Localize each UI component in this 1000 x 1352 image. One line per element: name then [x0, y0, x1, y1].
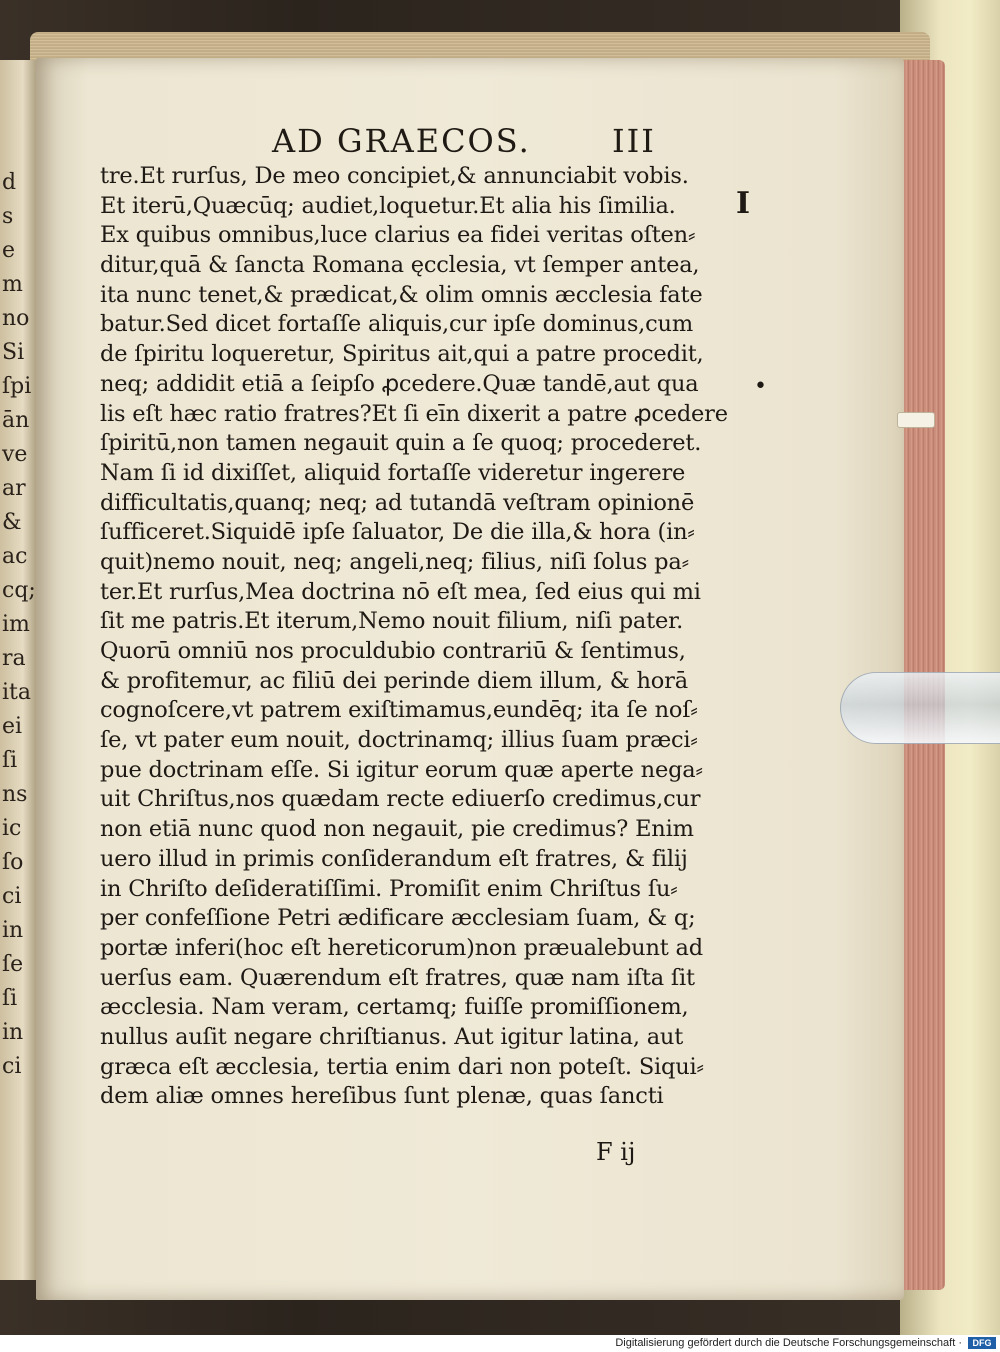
left-page-letter: ac	[2, 544, 28, 569]
signature-mark: F ij	[596, 1138, 636, 1166]
left-page-letter: e	[2, 238, 16, 263]
text-line: in Chriſto deſideratiſſimi. Promiſit enim Chriſtus ſu⸗	[100, 875, 678, 902]
text-line: & profitemur, ac filiū dei perinde diem illum, & horā	[100, 667, 688, 694]
left-page-letter: no	[2, 306, 30, 331]
text-line: ſufficeret.Siquidē ipſe ſaluator, De die illa,& hora (in⸗	[100, 519, 695, 546]
left-page-letter: m	[2, 272, 23, 297]
left-page-letter: ſe	[2, 952, 24, 977]
left-page-letter: ci	[2, 884, 22, 909]
left-page-letter: ar	[2, 476, 26, 501]
page-tab-marker	[897, 412, 935, 428]
left-page-letter: ita	[2, 680, 31, 705]
text-line: tre.Et rurſus, De meo concipiet,& annunciabit vobis.	[100, 163, 689, 189]
left-page-letter: ve	[2, 442, 28, 467]
left-page-letter: ſi	[2, 986, 18, 1011]
text-line: uero illud in primis conſiderandum eſt fratres, & filij	[100, 845, 688, 872]
text-line: Nam ſi id dixiſſet, aliquid fortaſſe videretur ingerere	[100, 459, 686, 486]
text-line: Ex quibus omnibus,luce clarius ea fidei veritas oſten⸗	[100, 222, 696, 249]
text-line: batur.Sed dicet fortaſſe aliquis,cur ipſe dominus,cum	[100, 311, 693, 338]
running-header	[272, 122, 712, 162]
text-line: per confeſſione Petri ædificare æcclesiam ſuam, & q;	[100, 905, 696, 932]
text-line: ter.Et rurſus,Mea doctrina nō eſt mea, ſed eius qui mi	[100, 578, 701, 605]
text-line: ſe, vt pater eum nouit, doctrinamq; illius ſuam præci⸗	[100, 727, 698, 754]
left-page-letter: ra	[2, 646, 26, 671]
text-line: cognoſcere,vt patrem exiſtimamus,eundēq; ita ſe noſ⸗	[100, 697, 698, 724]
left-page-letter: ei	[2, 714, 23, 739]
left-page-letter: ns	[2, 782, 28, 807]
right-page	[36, 58, 904, 1300]
margin-dot: •	[754, 374, 767, 399]
text-line: uit Chriſtus,nos quædam recte ediuerſo credimus,cur	[100, 786, 701, 813]
text-line: lis eſt hæc ratio fratres?Et ſi eīn dixerit a patre ꝓcedere	[100, 400, 728, 427]
text-line: ſit me patris.Et iterum,Nemo nouit filium, niſi pater.	[100, 608, 684, 635]
dfg-logo: DFG	[968, 1337, 996, 1349]
text-line: ita nunc tenet,& prædicat,& olim omnis æcclesia fate	[100, 281, 703, 308]
text-line: Et iterū,Quæcūq; audiet,loquetur.Et alia his ſimilia.	[100, 192, 676, 219]
footer-bar	[0, 1335, 1000, 1352]
text-line: ditur,quā & ſancta Romana ęcclesia, vt ſemper antea,	[100, 252, 700, 279]
left-page-letter: ci	[2, 1054, 22, 1079]
left-page-letter: ſo	[2, 850, 24, 875]
left-page-letter: ic	[2, 816, 22, 841]
left-page-letter: in	[2, 918, 24, 943]
text-line: non etiā nunc quod non negauit, pie credimus? Enim	[100, 816, 694, 843]
text-line: pue doctrinam eſſe. Si igitur eorum quæ aperte nega⸗	[100, 756, 703, 783]
left-page-letter: Si	[2, 340, 25, 365]
text-line: nullus auſit negare chriſtianus. Aut igitur latina, aut	[100, 1023, 684, 1050]
left-page-letter: &	[2, 510, 22, 535]
glass-clamp	[840, 672, 1000, 744]
left-page-fragment	[0, 60, 38, 1280]
header-title: AD GRAECOS.	[272, 122, 531, 160]
text-line: Quorū omniū nos proculdubio contrariū & ſentimus,	[100, 638, 686, 664]
left-page-letter: d	[2, 170, 17, 195]
text-line: uerſus eam. Quærendum eſt fratres, quæ nam iſta ſit	[100, 964, 695, 991]
text-line: dem aliæ omnes hereſibus ſunt plenæ, quas ſancti	[100, 1083, 664, 1110]
text-line: græca eſt æcclesia, tertia enim dari non poteſt. Siqui⸗	[100, 1053, 704, 1080]
text-line: difficultatis,quanq; neq; ad tutandā veſtram opinionē	[100, 489, 695, 516]
margin-mark: I	[736, 186, 751, 221]
text-line: de ſpiritu loqueretur, Spiritus ait,qui a patre procedit,	[100, 341, 704, 368]
left-page-letter: ſi	[2, 748, 18, 773]
left-page-letter: ān	[2, 408, 30, 433]
left-page-letter: in	[2, 1020, 24, 1045]
left-page-letter: s	[2, 204, 14, 229]
body-text	[100, 162, 740, 1112]
left-page-letter: ſpi	[2, 374, 32, 399]
text-line: portæ inferi(hoc eſt hereticorum)non præualebunt ad	[100, 934, 703, 961]
text-line: quit)nemo nouit, neq; angeli,neq; filius, niſi ſolus pa⸗	[100, 548, 689, 575]
text-line: ſpiritū,non tamen negauit quin a ſe quoq; procederet.	[100, 430, 702, 457]
footer-credit: Digitalisierung gefördert durch die Deutsche Forschungsgemeinschaft ·	[615, 1337, 962, 1349]
folio-number: III	[612, 122, 656, 160]
text-line: neq; addidit etiā a ſeipſo ꝓcedere.Quæ tandē,aut qua	[100, 370, 699, 397]
text-line: æcclesia. Nam veram, certamq; fuiſſe promiſſionem,	[100, 994, 689, 1021]
left-page-letter: im	[2, 612, 30, 637]
left-page-letter: cq;	[2, 578, 36, 603]
